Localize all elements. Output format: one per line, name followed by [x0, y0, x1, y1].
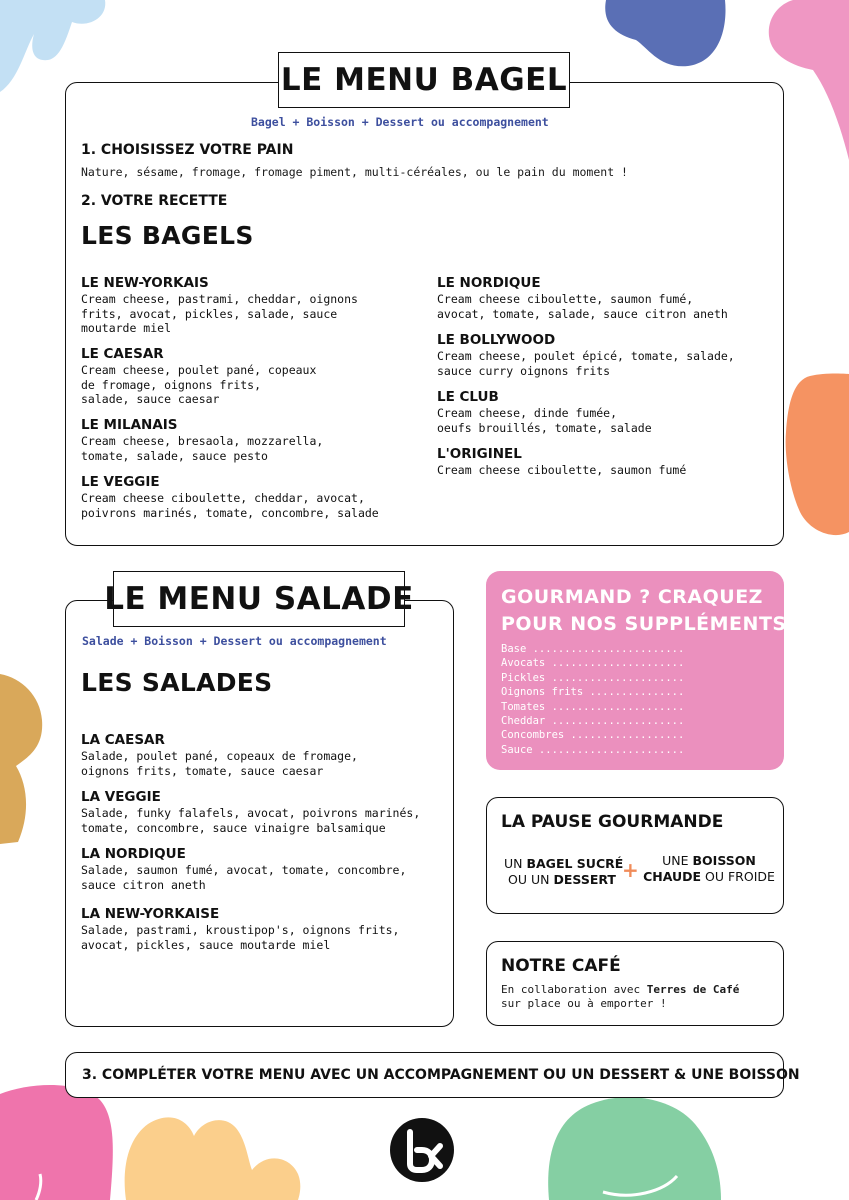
pause-right-prefix: UNE	[662, 853, 693, 868]
menu-item-salad	[81, 789, 420, 835]
pause-right-suffix: OU FROIDE	[701, 869, 775, 884]
menu-item-name: LE NEW-YORKAIS	[81, 275, 209, 291]
pause-left-bold: DESSERT	[553, 872, 616, 887]
supplement-item: Cheddar .....................	[501, 715, 685, 728]
bagel-menu-title-box	[278, 52, 570, 108]
supplement-item: Base ........................	[501, 643, 685, 655]
pause-left-prefix: OU UN	[508, 872, 554, 887]
menu-item-name: L'ORIGINEL	[437, 446, 522, 462]
supplement-item: Sauce .......................	[501, 743, 685, 756]
menu-item-name: LE VEGGIE	[81, 474, 160, 490]
pause-right-bold: CHAUDE	[643, 869, 702, 884]
bagel-menu-subtitle: Bagel + Boisson + Dessert ou accompagnement	[251, 115, 549, 129]
supplement-item: Pickles .....................	[501, 671, 685, 684]
supplements-title	[501, 584, 803, 638]
pause-left-offer	[504, 856, 624, 888]
menu-item-salad	[81, 732, 358, 778]
menu-item-desc: Salade, pastrami, kroustipop's, oignons frits, avocat, pickles, sauce moutarde miel	[81, 923, 400, 952]
menu-item-desc: Cream cheese, poulet pané, copeaux de fromage, oignons frits, salade, sauce caesar	[81, 363, 317, 406]
supplements-title-line: POUR NOS SUPPLÉMENTS !	[501, 613, 803, 635]
menu-item-name: LE MILANAIS	[81, 417, 178, 433]
cafe-line1-prefix: En collaboration avec	[501, 983, 647, 996]
pause-left-prefix: UN	[504, 856, 527, 871]
step1-text: Nature, sésame, fromage, fromage piment, multi-céréales, ou le pain du moment !	[81, 165, 628, 179]
menu-item-desc: Cream cheese, poulet épicé, tomate, salade, sauce curry oignons frits	[437, 349, 735, 378]
menu-item-desc: Cream cheese, bresaola, mozzarella, tomate, salade, sauce pesto	[81, 434, 324, 463]
menu-item-name: LA NEW-YORKAISE	[81, 906, 220, 922]
menu-item-name: LE CLUB	[437, 389, 499, 405]
menu-item-bagel	[81, 275, 358, 336]
salad-menu-title: LE MENU SALADE	[104, 581, 414, 617]
notre-cafe-line1	[501, 983, 739, 998]
menu-item-desc: Salade, funky falafels, avocat, poivrons marinés, tomate, concombre, sauce vinaigre balsamique	[81, 806, 421, 835]
salad-menu-subtitle: Salade + Boisson + Dessert ou accompagnement	[82, 634, 387, 648]
menu-item-bagel	[81, 417, 323, 463]
decorative-blob-bottom-peach	[118, 1110, 303, 1200]
plus-icon: +	[622, 858, 639, 882]
menu-item-name: LE NORDIQUE	[437, 275, 541, 291]
menu-item-bagel	[437, 446, 686, 478]
bagels-section-title: LES BAGELS	[81, 221, 254, 250]
supplement-item: Tomates .....................	[501, 700, 685, 713]
menu-item-name: LA NORDIQUE	[81, 846, 186, 862]
step3-bar	[65, 1052, 800, 1098]
step2-heading: 2. VOTRE RECETTE	[81, 193, 228, 209]
pause-left-bold: BAGEL SUCRÉ	[526, 856, 624, 871]
supplement-item: Oignons frits ...............	[501, 686, 685, 699]
menu-item-name: LA CAESAR	[81, 732, 165, 748]
pause-gourmande-title: LA PAUSE GOURMANDE	[501, 812, 724, 832]
bagel-menu-title: LE MENU BAGEL	[280, 62, 568, 98]
notre-cafe-title: NOTRE CAFÉ	[501, 956, 621, 976]
pause-right-bold: BOISSON	[692, 853, 756, 868]
menu-item-name: LE BOLLYWOOD	[437, 332, 556, 348]
cafe-partner-name: Terres de Café	[646, 983, 740, 996]
decorative-blob-right-orange	[780, 372, 849, 540]
menu-item-bagel	[81, 346, 316, 407]
menu-item-desc: Cream cheese ciboulette, cheddar, avocat, poivrons marinés, tomate, concombre, salade	[81, 491, 379, 520]
supplements-list	[501, 642, 684, 757]
menu-item-name: LE CAESAR	[81, 346, 164, 362]
bk-logo-glyph	[390, 1118, 454, 1182]
decorative-blob-bottom-green	[545, 1096, 725, 1200]
menu-item-desc: Salade, saumon fumé, avocat, tomate, concombre, sauce citron aneth	[81, 863, 407, 892]
notre-cafe-line2: sur place ou à emporter !	[501, 997, 667, 1010]
step3-text: 3. COMPLÉTER VOTRE MENU AVEC UN ACCOMPAGNEMENT OU UN DESSERT & UNE BOISSON	[82, 1067, 800, 1083]
pause-right-offer	[640, 853, 778, 885]
menu-item-bagel	[437, 275, 728, 321]
step1-heading: 1. CHOISISSEZ VOTRE PAIN	[81, 142, 294, 158]
menu-item-salad	[81, 906, 400, 952]
salad-menu-title-box	[104, 571, 414, 627]
menu-item-desc: Cream cheese, pastrami, cheddar, oignons frits, avocat, pickles, salade, sauce moutarde miel	[81, 292, 358, 335]
menu-item-desc: Cream cheese ciboulette, saumon fumé, avocat, tomate, salade, sauce citron aneth	[437, 292, 728, 321]
supplement-item: Avocats .....................	[501, 657, 685, 670]
decorative-blob-bottom-hot-pink	[0, 1082, 120, 1200]
decorative-blob-top-indigo	[600, 0, 730, 70]
menu-item-bagel	[81, 474, 379, 520]
bk-logo-icon	[390, 1118, 454, 1182]
salads-section-title: LES SALADES	[81, 668, 273, 697]
decorative-blob-left-mustard	[0, 674, 44, 844]
menu-item-salad	[81, 846, 406, 892]
menu-item-desc: Cream cheese, dinde fumée, oeufs brouillés, tomate, salade	[437, 406, 652, 435]
menu-item-desc: Salade, poulet pané, copeaux de fromage, oignons frits, tomate, sauce caesar	[81, 749, 358, 778]
supplement-item: Concombres ..................	[501, 729, 685, 742]
supplements-title-line: GOURMAND ? CRAQUEZ	[501, 586, 763, 608]
menu-item-name: LA VEGGIE	[81, 789, 161, 805]
menu-item-bagel	[437, 389, 652, 435]
menu-item-bagel	[437, 332, 735, 378]
menu-item-desc: Cream cheese ciboulette, saumon fumé	[437, 463, 687, 477]
